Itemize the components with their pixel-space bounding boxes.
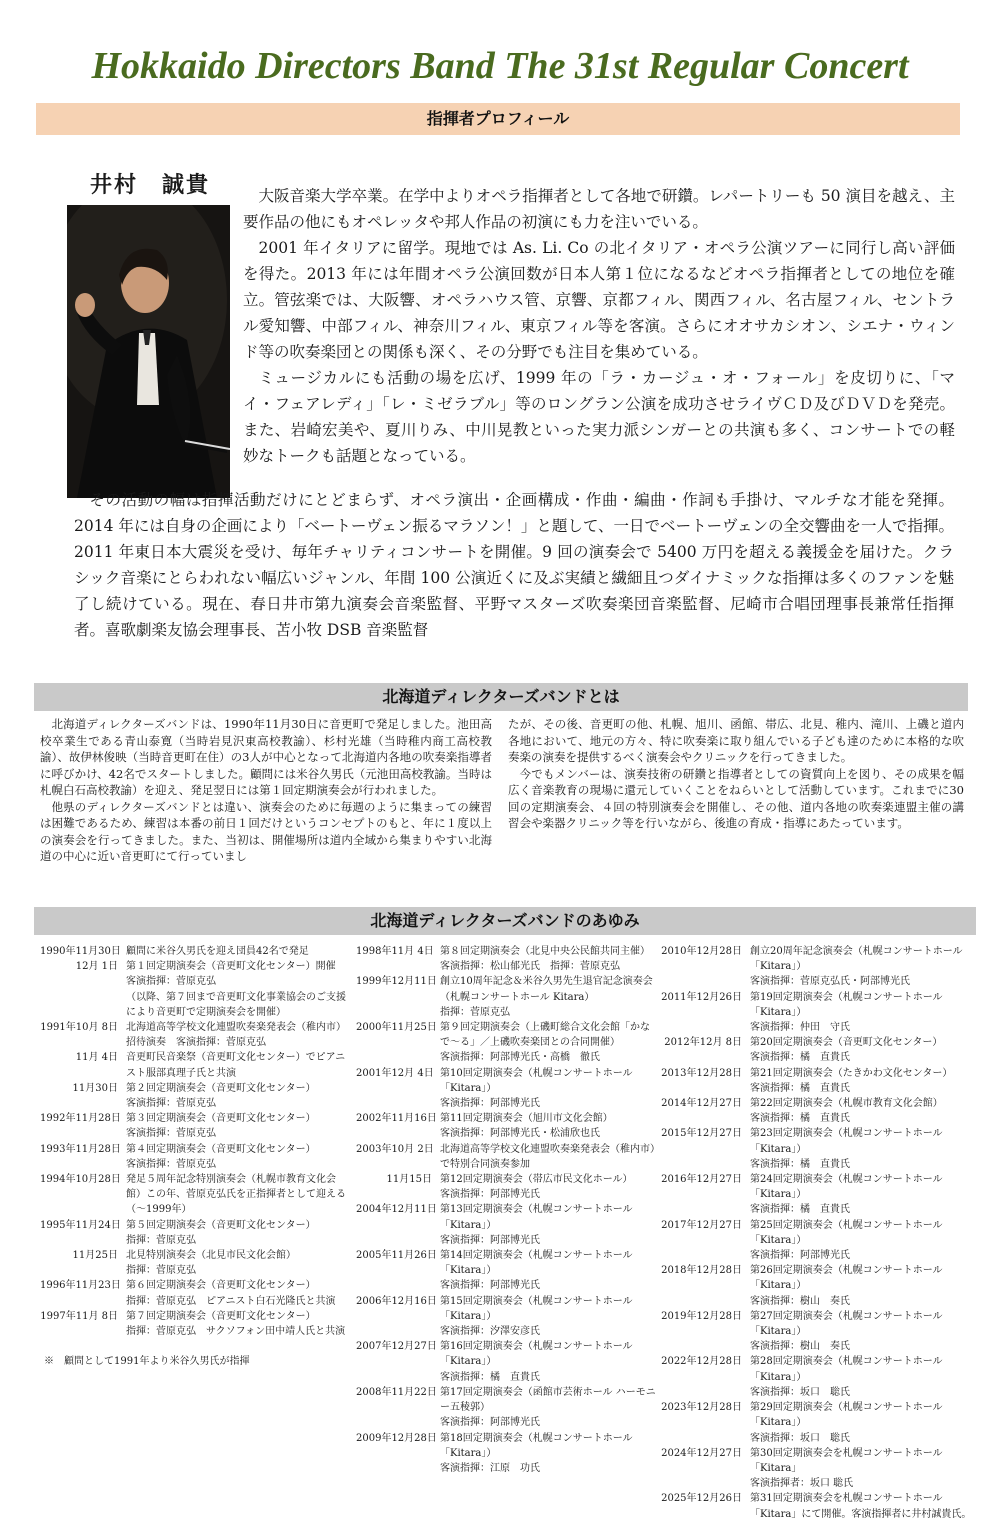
history-text: 第15回定期演奏会（札幌コンサートホール「Kitara」）	[440, 1295, 633, 1322]
bio-paragraph: ミュージカルにも活動の場を広げ、1999 年の「ラ・カージュ・オ・フォール」を皮切りに、「マイ・フェアレディ」「レ・ミゼラブル」等のロングラン公演を成功させライヴＣＤ及びＤＶＤを発売。また、岩崎宏美や、夏川りみ、中川晃教といった実力派シンガーとの共演も多く、コンサートでの軽妙なトークも話題となっている。	[243, 369, 955, 465]
history-date	[40, 1324, 118, 1339]
history-entry	[660, 990, 980, 1020]
history-date: 2014年12月27日	[661, 1098, 742, 1110]
history-text: 客演指揮：阿部博光氏	[440, 1234, 540, 1246]
history-date: 1990年11月30日	[40, 946, 121, 957]
history-entry	[660, 944, 980, 974]
history-date	[356, 1005, 432, 1020]
history-entry	[660, 1294, 980, 1309]
history-text: 客演指揮：樹山 奏氏	[750, 1341, 850, 1353]
history-date	[40, 1294, 118, 1309]
history-date: 2005年11月26日	[356, 1250, 437, 1262]
history-entry	[40, 1081, 350, 1096]
history-date	[660, 1081, 742, 1096]
about-paragraph: 他県のディレクターズバンドとは違い、演奏会のために毎週のように集まっての練習は困難であるため、練習は本番の前日１回だけというコンセプトのもと、年に１度以上の演奏会を行ってきました。また、当初は、開催場所は道内全域から集まりやすい北海道の中心に近い音更町にて行っていまし	[40, 799, 492, 863]
history-text: 第20回定期演奏会（音更町文化センター）	[750, 1037, 943, 1049]
history-entry	[356, 1066, 656, 1096]
profile-heading: 指揮者プロフィール	[36, 103, 960, 135]
history-date	[660, 1339, 742, 1354]
history-date	[660, 1294, 742, 1309]
history-entry	[356, 1233, 656, 1248]
history-date	[356, 1096, 432, 1111]
history-entry	[356, 959, 656, 974]
history-text: 第26回定期演奏会（札幌コンサートホール「Kitara」）	[750, 1265, 943, 1292]
history-entry	[40, 959, 350, 974]
history-entry	[660, 1339, 980, 1354]
history-text: 指揮：菅原克弘	[440, 1006, 510, 1018]
history-date: 1998年11月 4日	[356, 946, 434, 957]
history-entry	[660, 1446, 980, 1476]
history-text: 指揮：菅原克弘 ピアニスト白石光隆氏と共演	[126, 1295, 336, 1307]
history-date	[356, 1461, 432, 1476]
history-entry	[40, 944, 350, 959]
history-text: 第５回定期演奏会（音更町文化センター）	[126, 1219, 316, 1231]
history-date	[356, 1126, 432, 1141]
history-date	[40, 1157, 118, 1172]
history-text: 客演指揮：江原 功氏	[440, 1462, 540, 1474]
history-date	[40, 1096, 118, 1111]
history-date: 1993年11月28日	[40, 1143, 121, 1155]
history-date: 2010年12月28日	[661, 946, 742, 957]
history-text: 第４回定期演奏会（音更町文化センター）	[126, 1143, 316, 1155]
history-date: 2013年12月28日	[661, 1067, 742, 1079]
history-text: 客演指揮：坂口 聡氏	[750, 1432, 850, 1444]
history-entry	[660, 1309, 980, 1339]
history-text: 第23回定期演奏会（札幌コンサートホール「Kitara」）	[750, 1128, 943, 1155]
history-date: 1994年10月28日	[40, 1174, 121, 1186]
history-text: 第11回定期演奏会（旭川市文化会館）	[440, 1113, 613, 1125]
history-entry	[356, 1172, 656, 1187]
history-heading: 北海道ディレクターズバンドのあゆみ	[34, 907, 976, 935]
history-text: 創立10周年記念＆米谷久男先生退官記念演奏会（札幌コンサートホール Kitara）	[440, 976, 653, 1003]
history-entry	[40, 974, 350, 989]
history-date: 11月25日	[72, 1250, 118, 1262]
about-paragraph: 北海道ディレクターズバンドは、1990年11月30日に音更町で発足しました。池田高校卒業生である青山泰寛（当時岩見沢東高校教諭）、杉村光雄（当時稚内商工高校教諭）、故伊林俊映（当時音更町在住）の3人が中心となって北海道内各地の吹奏楽指導者に呼びかけ、42名でスタートしました。顧問には米谷久男氏（元池田高校教諭。当時は札幌白石高校教諭）を迎え、発足翌日には第１回定期演奏会が行われました。	[40, 717, 492, 797]
history-entry	[40, 1096, 350, 1111]
history-text: 客演指揮：阿部博光氏	[750, 1250, 850, 1262]
history-date	[660, 1157, 742, 1172]
history-date: 2016年12月27日	[661, 1174, 742, 1186]
history-text: 客演指揮：菅原克弘	[126, 1158, 216, 1170]
history-date	[40, 1126, 118, 1141]
conductor-name: 井村 誠貴	[90, 173, 211, 198]
history-date: 11月30日	[72, 1082, 118, 1094]
history-entry	[660, 1400, 980, 1430]
history-date: 2001年12月 4日	[356, 1067, 434, 1079]
history-date: 2007年12月27日	[356, 1341, 437, 1353]
about-paragraph: 今でもメンバーは、演奏技術の研鑽と指導者としての資質向上を図り、その成果を幅広く音楽教育の現場に還元していくことをねらいとして活動しています。これまでに30回の定期演奏会、４回の特別演奏会を開催し、その他、道内各地の吹奏楽連盟主催の講習会や楽器クリニック等を行いながら、後進の育成・指導にあたっています。	[508, 766, 964, 830]
history-date	[660, 1248, 742, 1263]
history-entry	[356, 1142, 656, 1172]
history-text: 発足５周年記念特別演奏会（札幌市教育文化会館）この年、菅原克弘氏を正指揮者として迎える（～1999年）	[126, 1174, 346, 1216]
history-date	[660, 1476, 742, 1491]
history-entry	[356, 1339, 656, 1369]
history-date: 1996年11月23日	[40, 1280, 121, 1292]
history-date: 2008年11月22日	[356, 1386, 437, 1398]
history-text: 第21回定期演奏会（たきかわ文化センター）	[750, 1067, 953, 1079]
history-entry	[40, 1294, 350, 1309]
history-date	[356, 1415, 432, 1430]
history-entry	[660, 1354, 980, 1384]
history-date	[356, 1324, 432, 1339]
history-text: 客演指揮：樹山 奏氏	[750, 1295, 850, 1307]
history-date	[40, 974, 118, 989]
history-entry	[356, 1005, 656, 1020]
history-entry	[356, 1324, 656, 1339]
history-text: 第28回定期演奏会（札幌コンサートホール「Kitara」）	[750, 1356, 943, 1383]
history-date: 2004年12月11日	[356, 1204, 437, 1216]
history-entry	[40, 1172, 350, 1218]
history-date	[660, 1111, 742, 1126]
history-text: 指揮：菅原克弘	[126, 1265, 196, 1277]
about-paragraph: たが、その後、音更町の他、札幌、旭川、函館、帯広、北見、稚内、滝川、上磯と道内各地において、地元の方々、特に吹奏楽に取り組んでいる子ども達のために本格的な吹奏楽の演奏を提供するべく演奏会やクリニックを行ってきました。	[508, 717, 964, 764]
history-date: 2012年12月 8日	[664, 1037, 742, 1049]
history-date: 2009年12月28日	[356, 1432, 437, 1444]
history-text: 客演指揮：阿部博光氏	[440, 1189, 540, 1201]
profile-bio-upper	[243, 183, 955, 469]
history-date: 2000年11月25日	[356, 1022, 437, 1034]
history-date	[660, 1431, 742, 1446]
history-entry	[40, 1309, 350, 1324]
history-text: 第27回定期演奏会（札幌コンサートホール「Kitara」）	[750, 1310, 943, 1338]
history-text: 客演指揮：菅原克弘	[126, 1128, 216, 1140]
history-entry	[40, 1126, 350, 1141]
history-text: 第25回定期演奏会（札幌コンサートホール「Kitara」）	[750, 1219, 943, 1246]
history-entry	[356, 1126, 656, 1141]
history-entry	[40, 1142, 350, 1157]
history-date	[40, 1233, 118, 1248]
history-text: 第８回定期演奏会（北見中央公民館共同主催）	[440, 946, 650, 957]
history-text: 北見特別演奏会（北見市民文化会館）	[126, 1250, 296, 1262]
history-text: 第24回定期演奏会（札幌コンサートホール「Kitara」）	[750, 1174, 943, 1201]
history-date: 1997年11月 8日	[40, 1310, 118, 1322]
history-text: 客演指揮：橘 直貴氏	[440, 1371, 540, 1383]
conductor-photo	[67, 205, 230, 498]
history-text: 第29回定期演奏会（札幌コンサートホール「Kitara」）	[750, 1402, 943, 1429]
history-text: 指揮：菅原克弘 サクソフォン田中靖人氏と共演	[126, 1326, 346, 1338]
history-text: 北海道高等学校文化連盟吹奏楽発表会（稚内市）で特別合同演奏参加	[440, 1143, 655, 1170]
history-entry	[40, 1157, 350, 1172]
history-text: 第19回定期演奏会（札幌コンサートホール「Kitara」）	[750, 991, 943, 1018]
history-date	[660, 1020, 742, 1035]
profile-bio-lower	[74, 487, 954, 643]
history-entry	[356, 1248, 656, 1278]
conductor-photo-image	[67, 205, 230, 498]
history-text: 客演指揮：阿部博光氏	[440, 1280, 540, 1292]
history-entry	[660, 1172, 980, 1202]
history-entry	[356, 1415, 656, 1430]
history-text: 第７回定期演奏会（音更町文化センター）	[126, 1310, 316, 1322]
history-text: 客演指揮：坂口 聡氏	[750, 1386, 850, 1398]
history-text: 第16回定期演奏会（札幌コンサートホール「Kitara」）	[440, 1341, 633, 1368]
history-date	[356, 1278, 432, 1293]
history-date: 2015年12月27日	[661, 1128, 742, 1140]
history-footnote: ※ 顧問として1991年より米谷久男氏が指揮	[44, 1356, 250, 1367]
history-text: （以降、第７回まで音更町文化事業協会のご支援により音更町で定期演奏会を開催）	[126, 991, 346, 1018]
history-column-2	[356, 944, 656, 1476]
history-text: 第17回定期演奏会（函館市芸術ホール ハーモニー五稜郭）	[440, 1386, 656, 1414]
history-date: 11月 4日	[75, 1052, 118, 1064]
history-text: 客演指揮：汐澤安彦氏	[440, 1326, 540, 1338]
bio-paragraph: その活動の幅は指揮活動だけにとどまらず、オペラ演出・企画構成・作曲・編曲・作詞も手掛け、マルチな才能を発揮。2014 年には自身の企画により「ベートーヴェン振るマラソン！」と題して、一日でベートーヴェンの全交響曲を一人で指揮。2011 年東日本大震災を受け、毎年チャリティコンサートを開催。9 回の演奏会で 5400 万円を超える義援金を届けた。クラシック音楽にとらわれない幅広いジャンル、年間 100 公演近くに及ぶ実績と繊細且つダイナミックな指揮は多くのファンを魅了し続けている。現在、春日井市第九演奏会音楽監督、平野マスターズ吹奏楽団音楽監督、尼崎市合唱団理事長兼常任指揮者。喜歌劇楽友協会理事長、苫小牧 DSB 音楽監督	[74, 491, 954, 639]
history-date: 1991年10月 8日	[40, 1022, 118, 1034]
history-entry	[660, 1050, 980, 1065]
history-entry	[660, 1157, 980, 1172]
history-date	[356, 959, 432, 974]
history-entry	[356, 1461, 656, 1476]
history-date	[356, 1233, 432, 1248]
history-entry	[40, 1020, 350, 1050]
history-entry	[660, 1476, 980, 1491]
history-date: 2023年12月28日	[661, 1402, 742, 1414]
history-text: 客演指揮：阿部博光氏・松浦欣也氏	[440, 1128, 600, 1140]
history-entry	[660, 1218, 980, 1248]
history-entry	[660, 1111, 980, 1126]
history-entry	[660, 1035, 980, 1050]
history-text: 第12回定期演奏会（帯広市民文化ホール）	[440, 1174, 633, 1186]
history-date: 2011年12月26日	[661, 991, 742, 1003]
history-date	[40, 990, 118, 1020]
history-entry	[660, 1020, 980, 1035]
history-text: 指揮：菅原克弘	[126, 1234, 196, 1246]
history-entry	[356, 1111, 656, 1126]
history-date: 11月15日	[386, 1174, 432, 1186]
history-text: 第14回定期演奏会（札幌コンサートホール「Kitara」）	[440, 1250, 633, 1277]
history-date	[356, 1187, 432, 1202]
history-entry	[40, 1111, 350, 1126]
history-text: 客演指揮：橘 直貴氏	[750, 1204, 850, 1216]
history-entry	[660, 1263, 980, 1293]
history-text: 客演指揮者：坂口 聡氏	[750, 1478, 854, 1490]
history-text: 第10回定期演奏会（札幌コンサートホール「Kitara」）	[440, 1067, 633, 1094]
history-text: 第９回定期演奏会（上磯町総合文化会館「かなで～る」／上磯吹奏楽団との合同開催）	[440, 1022, 650, 1049]
about-heading: 北海道ディレクターズバンドとは	[34, 683, 968, 711]
history-date: 2022年12月28日	[661, 1356, 742, 1368]
history-text: 音更町民音楽祭（音更町文化センター）でピアニスト服部真理子氏と共演	[126, 1052, 346, 1079]
history-entry	[660, 1491, 980, 1521]
history-date: 2018年12月28日	[661, 1265, 742, 1277]
history-text: 第13回定期演奏会（札幌コンサートホール「Kitara」）	[440, 1204, 633, 1231]
history-date: 2006年12月16日	[356, 1295, 437, 1307]
history-date	[660, 1202, 742, 1217]
history-text: 第30回定期演奏会を札幌コンサートホール「Kitara」	[750, 1447, 943, 1474]
history-date	[356, 1370, 432, 1385]
history-text: 客演指揮：菅原克弘	[126, 976, 216, 988]
bio-paragraph: 大阪音楽大学卒業。在学中よりオペラ指揮者として各地で研鑽。レパートリーも 50 演目を越え、主要作品の他にもオペレッタや邦人作品の初演にも力を注いでいる。	[243, 187, 955, 231]
history-entry	[40, 1050, 350, 1080]
history-entry	[660, 1066, 980, 1081]
history-entry	[356, 1370, 656, 1385]
history-text: 第18回定期演奏会（札幌コンサートホール「Kitara」）	[440, 1432, 633, 1459]
history-text: 客演指揮：阿部博光氏・高橋 徹氏	[440, 1052, 600, 1064]
history-date: 2017年12月27日	[661, 1219, 742, 1231]
history-entry	[356, 1294, 656, 1324]
history-entry	[40, 990, 350, 1020]
history-text: 第２回定期演奏会（音更町文化センター）	[126, 1082, 316, 1094]
history-date: 12月 1日	[75, 961, 118, 973]
history-entry	[356, 1385, 656, 1415]
history-entry	[660, 1431, 980, 1446]
history-date: 1992年11月28日	[40, 1113, 121, 1125]
history-entry	[356, 1187, 656, 1202]
history-column-3	[660, 944, 980, 1522]
history-entry	[356, 974, 656, 1004]
history-entry	[40, 1233, 350, 1248]
history-text: 客演指揮：菅原克弘	[126, 1098, 216, 1110]
history-text: 客演指揮：阿部博光氏	[440, 1098, 540, 1110]
history-text: 客演指揮：橘 直貴氏	[750, 1082, 850, 1094]
bio-paragraph: 2001 年イタリアに留学。現地では As. Li. Co の北イタリア・オペラ公演ツアーに同行し高い評価を得た。2013 年には年間オペラ公演回数が日本人第１位になるなどオペラ指揮者としての地位を確立。管弦楽では、大阪響、オペラハウス管、京響、京都フィル、関西フィル、名古屋フィル、セントラル愛知響、中部フィル、神奈川フィル、東京フィル等を客演。さらにオオサカシオン、シエナ・ウィンド等の吹奏楽団との関係も深く、その分野でも注目を集めている。	[243, 239, 956, 361]
history-entry	[660, 1202, 980, 1217]
history-entry	[660, 974, 980, 989]
history-entry	[40, 1278, 350, 1293]
history-text: 第31回定期演奏会を札幌コンサートホール「Kitara」にて開催。客演指揮者に井村誠貴氏。	[750, 1493, 972, 1520]
history-text: 客演指揮：橘 直貴氏	[750, 1113, 850, 1125]
page-title: Hokkaido Directors Band The 31st Regular Concert	[91, 45, 909, 87]
history-entry	[660, 1385, 980, 1400]
about-left-column	[40, 716, 492, 865]
history-text: 第22回定期演奏会（札幌市教育文化会館）	[750, 1098, 943, 1110]
history-entry	[40, 1263, 350, 1278]
history-text: 第６回定期演奏会（音更町文化センター）	[126, 1280, 316, 1292]
history-text: 客演指揮：菅原克弘氏・阿部博光氏	[750, 976, 910, 988]
history-date: 1999年12月11日	[356, 976, 437, 988]
history-entry	[660, 1081, 980, 1096]
history-entry	[356, 1278, 656, 1293]
history-entry	[356, 1431, 656, 1461]
history-entry	[40, 1218, 350, 1233]
history-date	[660, 974, 742, 989]
history-date: 1995年11月24日	[40, 1219, 121, 1231]
history-entry	[356, 1020, 656, 1050]
history-text: 客演指揮：松山郁光氏 指揮：菅原克弘	[440, 961, 620, 973]
history-text: 客演指揮：仲田 守氏	[750, 1022, 850, 1034]
history-entry	[356, 1096, 656, 1111]
history-date: 2024年12月27日	[661, 1447, 742, 1459]
history-text: 第３回定期演奏会（音更町文化センター）	[126, 1113, 316, 1125]
history-text: 創立20周年記念演奏会（札幌コンサートホール「Kitara」）	[750, 946, 963, 973]
history-entry	[356, 1050, 656, 1065]
about-right-column	[508, 716, 964, 832]
history-text: 北海道高等学校文化連盟吹奏楽発表会（稚内市）招待演奏 客演指揮：菅原克弘	[126, 1022, 346, 1049]
history-date	[40, 1263, 118, 1278]
history-entry	[660, 1126, 980, 1156]
history-entry	[40, 1248, 350, 1263]
history-date	[356, 1050, 432, 1065]
history-entry	[356, 944, 656, 959]
history-date: 2003年10月 2日	[356, 1143, 434, 1155]
history-text: 第１回定期演奏会（音更町文化センター）開催	[126, 961, 336, 973]
history-date	[660, 1385, 742, 1400]
history-date	[660, 1050, 742, 1065]
history-column-1	[40, 944, 350, 1339]
history-entry	[660, 1096, 980, 1111]
history-date: 2019年12月28日	[661, 1310, 742, 1322]
history-text: 客演指揮：阿部博光氏	[440, 1417, 540, 1429]
history-entry	[40, 1324, 350, 1339]
history-text: 顧問に米谷久男氏を迎え団員42名で発足	[126, 946, 309, 957]
history-entry	[660, 1248, 980, 1263]
history-text: 客演指揮：橘 直貴氏	[750, 1052, 850, 1064]
history-date: 2025年12月26日	[661, 1493, 742, 1505]
history-text: 客演指揮：橘 直貴氏	[750, 1158, 850, 1170]
history-date: 2002年11月16日	[356, 1113, 437, 1125]
history-entry	[356, 1202, 656, 1232]
